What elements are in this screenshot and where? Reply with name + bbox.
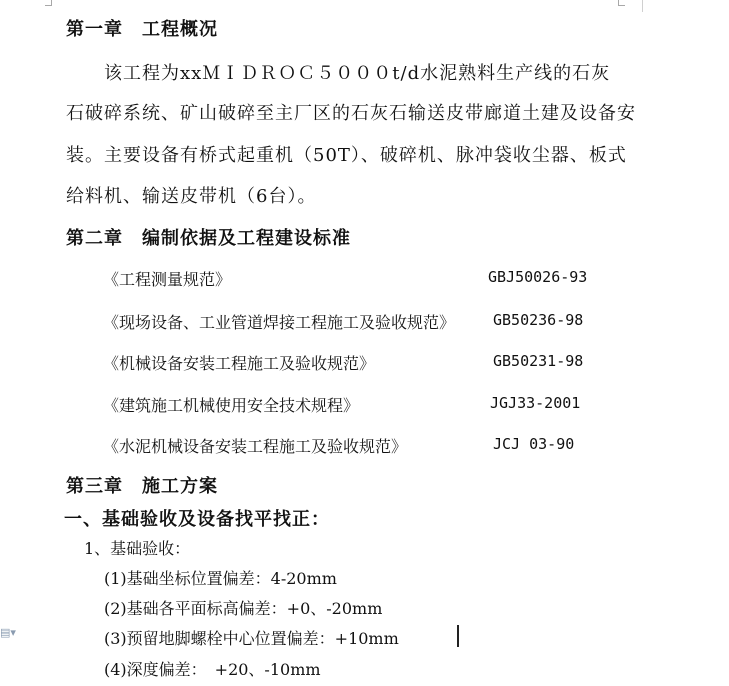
detail-line: (3)预留地脚螺栓中心位置偏差：+10mm — [104, 629, 399, 648]
reference-code: JCJ 03-90 — [493, 435, 575, 453]
reference-code: JGJ33-2001 — [490, 394, 581, 412]
reference-code: GB50236-98 — [493, 311, 584, 329]
section-heading: 一、基础验收及设备找平找正： — [64, 509, 330, 530]
chapter1-line: 给料机、输送皮带机（6台）。 — [66, 186, 317, 207]
margin-rule — [642, 0, 643, 12]
detail-line: (4)深度偏差： +20、-10mm — [104, 660, 321, 679]
margin-corner-mark-right — [618, 0, 625, 6]
chapter1-line: 装。主要设备有桥式起重机（50T）、破碎机、脉冲袋收尘器、板式 — [66, 145, 627, 166]
reference-title: 《建筑施工机械使用安全技术规程》 — [103, 396, 360, 415]
reference-title: 《水泥机械设备安装工程施工及验收规范》 — [103, 437, 408, 456]
detail-line: (2)基础各平面标高偏差：+0、-20mm — [104, 599, 383, 618]
chapter1-heading: 第一章 工程概况 — [66, 19, 218, 40]
text-cursor — [457, 625, 459, 647]
reference-title: 《现场设备、工业管道焊接工程施工及验收规范》 — [103, 313, 456, 332]
chapter1-line: 该工程为xxＭＩＤＲＯＣ５０００t/d水泥熟料生产线的石灰 — [66, 63, 611, 84]
chapter2-heading: 第二章 编制依据及工程建设标准 — [66, 228, 351, 249]
reference-title: 《机械设备安装工程施工及验收规范》 — [103, 354, 376, 373]
item-heading: 1、基础验收： — [84, 539, 191, 558]
reference-code: GB50231-98 — [493, 352, 584, 370]
reference-code: GBJ50026-93 — [488, 268, 588, 286]
chapter3-heading: 第三章 施工方案 — [66, 476, 218, 497]
detail-line: (1)基础坐标位置偏差：4-20mm — [104, 569, 337, 588]
page-options-icon[interactable]: ▤▾ — [0, 626, 16, 639]
margin-corner-mark-left — [45, 0, 52, 6]
chapter1-line: 石破碎系统、矿山破碎至主厂区的石灰石输送皮带廊道土建及设备安 — [66, 103, 636, 124]
reference-title: 《工程测量规范》 — [103, 270, 232, 289]
